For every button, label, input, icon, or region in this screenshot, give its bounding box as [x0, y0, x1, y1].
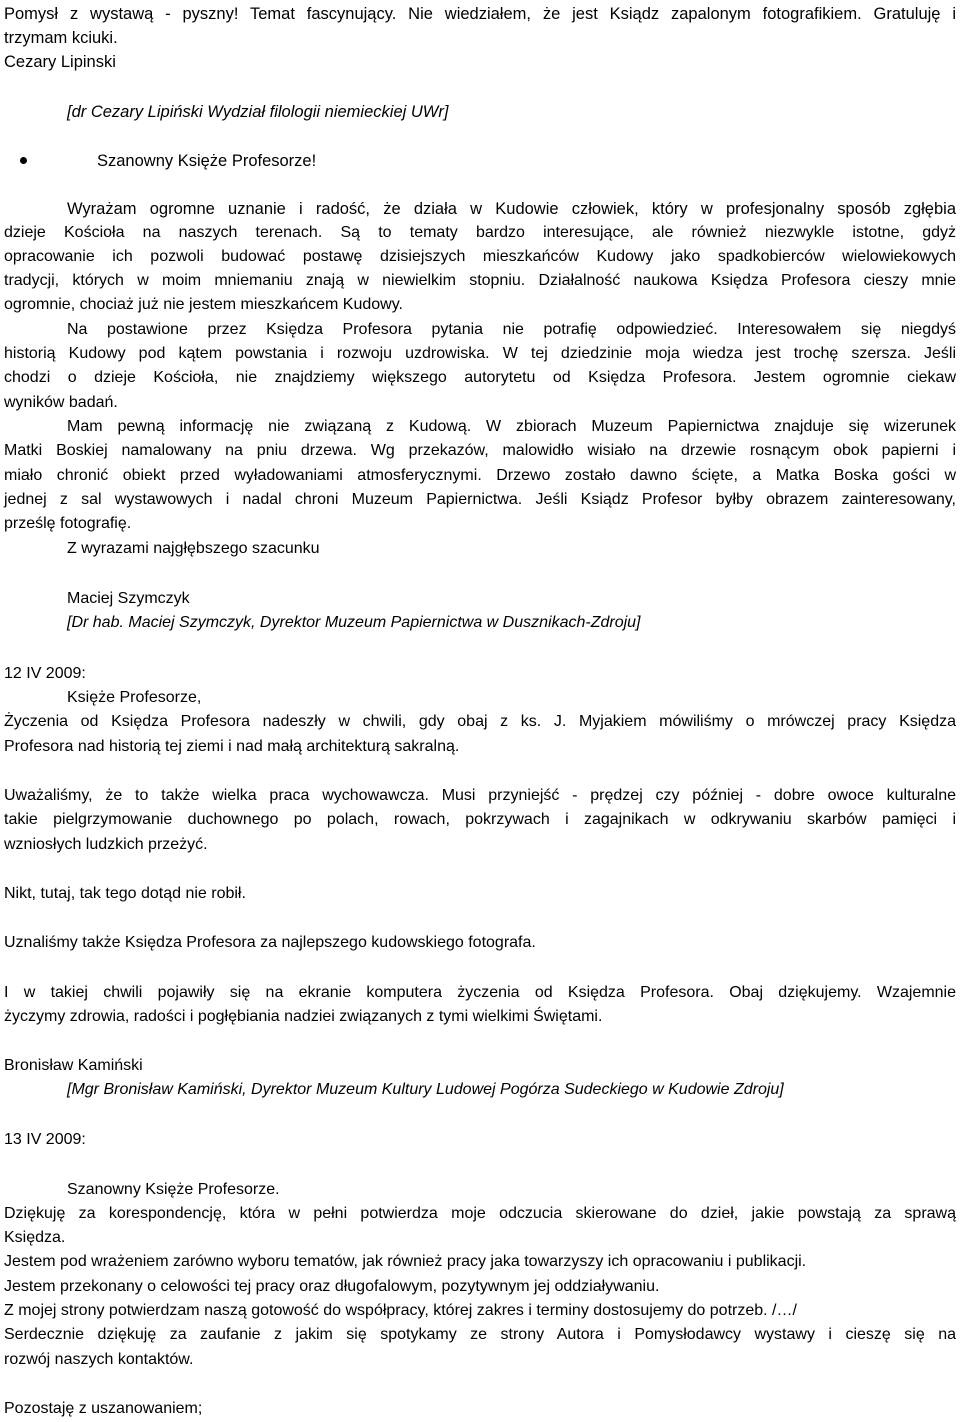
letter2-line: jednej z sal wystawowych i nadal chroni Muzeum Papiernictwa. Jeśli Ksiądz Profesor byłby obrazem zainteresowany, — [4, 491, 956, 508]
letter1-line: trzymam kciuki. — [4, 29, 118, 47]
letter2-salutation: Szanowny Księże Profesorze! — [97, 152, 317, 170]
letter3-date: 12 IV 2009: — [4, 665, 86, 682]
letter4-line: Dziękuję za korespondencję, która w pełni potwierdza moje odczucia skierowane do dzieł, jakie powstają za sprawą — [4, 1205, 956, 1222]
letter4-line: Jestem pod wrażeniem zarówno wyboru tematów, jak również pracy jaka towarzyszy ich opracowaniu i publikacji. — [4, 1253, 807, 1270]
letter3-line: wzniosłych ludzkich przeżyć. — [4, 836, 208, 853]
letter2-attribution: [Dr hab. Maciej Szymczyk, Dyrektor Muzeum Papiernictwa w Dusznikach-Zdroju] — [67, 614, 641, 631]
letter2-line: historią Kudowy pod kątem powstania i rozwoju uzdrowiska. W tej dziedzinie moja wiedza jest trochę szersza. Jeśli — [4, 345, 956, 362]
bullet-icon — [20, 157, 27, 164]
letter3-line: Uważaliśmy, że to także wielka praca wychowawcza. Musi przyniejść - prędzej czy później - dobre owoce kulturalne — [4, 787, 956, 804]
letter2-line: dzieje Kościoła na naszych terenach. Są to tematy bardzo interesujące, ale również niezwykle istotne, gdyż — [4, 224, 956, 241]
letter4-line: Jestem przekonany o celowości tej pracy oraz długofalowym, pozytywnym jej oddziaływaniu. — [4, 1278, 660, 1295]
letter4-line: Księdza. — [4, 1229, 66, 1246]
letter1-attribution: [dr Cezary Lipiński Wydział filologii niemieckiej UWr] — [67, 103, 449, 121]
letter3-line: takie pielgrzymowanie duchownego po polach, rowach, pokrzywach i zagajnikach w odkrywaniu skarbów pamięci i — [4, 811, 956, 828]
letter4-line: rozwój naszych kontaktów. — [4, 1351, 194, 1368]
letter2-closing: Z wyrazami najgłębszego szacunku — [67, 540, 320, 557]
letter2-line: ogromnie, chociaż już nie jestem mieszkańcem Kudowy. — [4, 296, 403, 313]
letter2-line: Matki Boskiej namalowany na pniu drzewa. Wg przekazów, malowidło wisiało na drzewie rosnącym obok papierni i — [4, 442, 956, 459]
letter2-line: Mam pewną informację nie związaną z Kudową. W zbiorach Muzeum Papiernictwa znajduje się wizerunek — [67, 418, 956, 435]
letter4-line: Z mojej strony potwierdzam naszą gotowość do współpracy, której zakres i terminy dostosujemy do potrzeb. /…/ — [4, 1302, 797, 1319]
letter2-line: opracowanie ich pozwoli budować postawę dzisiejszych mieszkańców Kudowy jako spadkobierców wielowiekowych — [4, 248, 956, 265]
letter3-signature: Bronisław Kamiński — [4, 1057, 143, 1074]
letter2-line: wyników badań. — [4, 394, 118, 411]
letter2-line: prześlę fotografię. — [4, 515, 132, 532]
letter4-line: Serdecznie dziękuję za zaufanie z jakim się spotykamy ze strony Autora i Pomysłodawcy wystawy i cieszę się na — [4, 1326, 956, 1343]
letter3-line: Profesora nad historią tej ziemi i nad małą architekturą sakralną. — [4, 738, 460, 755]
letter4-closing: Pozostaję z uszanowaniem; — [4, 1400, 203, 1417]
letter1-line: Pomysł z wystawą - pyszny! Temat fascynujący. Nie wiedziałem, że jest Ksiądz zapalonym fotografikiem. Gratuluję i — [4, 5, 956, 23]
letter2-line: Wyrażam ogromne uznanie i radość, że działa w Kudowie człowiek, który w profesjonalny sposób zgłębia — [67, 200, 956, 218]
letter2-line: tradycji, których w moim mniemaniu znają w niewielkim stopniu. Działalność naukowa Księdza Profesora cieszy mnie — [4, 272, 956, 289]
letter2-line: chodzi o dzieje Kościoła, nie znajdziemy większego autorytetu od Księdza Profesora. Jestem ogromnie ciekaw — [4, 369, 956, 386]
letter2-line: Na postawione przez Księdza Profesora pytania nie potrafię odpowiedzieć. Interesowałem się niegdyś — [67, 321, 956, 338]
letter3-attribution: [Mgr Bronisław Kamiński, Dyrektor Muzeum Kultury Ludowej Pogórza Sudeckiego w Kudowie Zdroju] — [67, 1081, 784, 1098]
letter3-line: życzymy zdrowia, radości i pogłębiania nadziei związanych z tymi wielkimi Świętami. — [4, 1008, 603, 1025]
letter3-line: I w takiej chwili pojawiły się na ekranie komputera życzenia od Księdza Profesora. Obaj dziękujemy. Wzajemnie — [4, 984, 956, 1001]
letter3-salutation: Księże Profesorze, — [67, 689, 202, 706]
letter3-line: Życzenia od Księdza Profesora nadeszły w chwili, gdy obaj z ks. J. Myjakiem mówiliśmy o mrówczej pracy Księdza — [4, 713, 956, 730]
letter2-signature: Maciej Szymczyk — [67, 590, 190, 607]
letter2-line: miało chronić obiekt przed wyładowaniami atmosferycznymi. Drzewo zostało dawno ścięte, a Matka Boska gości w — [4, 467, 956, 484]
letter1-signature: Cezary Lipinski — [4, 53, 116, 71]
letter3-line: Uznaliśmy także Księdza Profesora za najlepszego kudowskiego fotografa. — [4, 934, 536, 951]
letter4-date: 13 IV 2009: — [4, 1131, 86, 1148]
letter4-salutation: Szanowny Księże Profesorze. — [67, 1181, 280, 1198]
letter3-line: Nikt, tutaj, tak tego dotąd nie robił. — [4, 885, 246, 902]
